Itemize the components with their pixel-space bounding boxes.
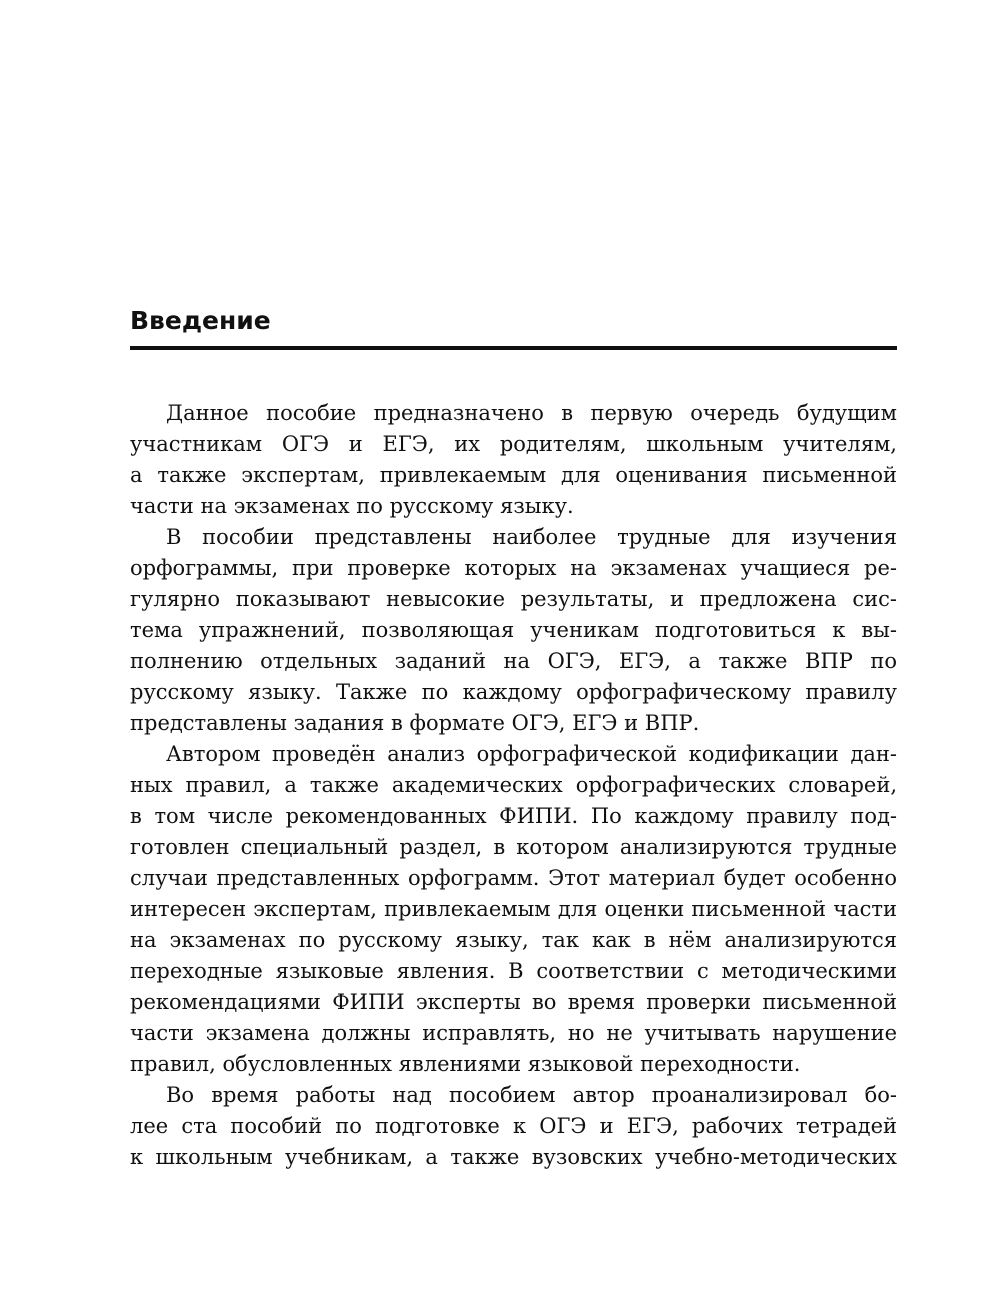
text-line: Во время работы над пособием автор проанализировал бо- [166, 1083, 897, 1107]
heading-rule [130, 346, 897, 350]
text-line: лее ста пособий по подготовке к ОГЭ и ЕГЭ, рабочих тетрадей [130, 1114, 897, 1138]
text-line: в том числе рекомендованных ФИПИ. По каждому правилу под- [130, 804, 897, 828]
text-line: переходные языковые явления. В соответствии с методическими [130, 959, 897, 983]
text-line: орфограммы, при проверке которых на экзаменах учащиеся ре- [130, 556, 897, 580]
text-line: а также экспертам, привлекаемым для оценивания письменной [130, 463, 897, 487]
text-line: интересен экспертам, привлекаемым для оценки письменной части [130, 897, 897, 921]
text-line: части на экзаменах по русскому языку. [130, 494, 574, 518]
text-line: В пособии представлены наиболее трудные для изучения [166, 525, 897, 549]
text-line: правил, обусловленных явлениями языковой переходности. [130, 1052, 801, 1076]
text-line: Автором проведён анализ орфографической кодификации дан- [166, 742, 897, 766]
text-line: части экзамена должны исправлять, но не учитывать нарушение [130, 1021, 897, 1045]
text-line: русскому языку. Также по каждому орфографическому правилу [130, 680, 897, 704]
text-line: готовлен специальный раздел, в котором анализируются трудные [130, 835, 897, 859]
section-heading: Введение [130, 306, 271, 335]
text-line: рекомендациями ФИПИ эксперты во время проверки письменной [130, 990, 897, 1014]
text-line: участникам ОГЭ и ЕГЭ, их родителям, школьным учителям, [130, 432, 897, 456]
text-line: тема упражнений, позволяющая ученикам подготовиться к вы- [130, 618, 897, 642]
text-line: к школьным учебникам, а также вузовских учебно-методических [130, 1145, 897, 1169]
text-line: гулярно показывают невысокие результаты, и предложена сис- [130, 587, 897, 611]
text-line: на экзаменах по русскому языку, так как в нём анализируются [130, 928, 897, 952]
text-line: представлены задания в формате ОГЭ, ЕГЭ и ВПР. [130, 711, 700, 735]
text-line: случаи представленных орфограмм. Этот материал будет особенно [130, 866, 897, 890]
text-line: ных правил, а также академических орфографических словарей, [130, 773, 897, 797]
text-line: полнению отдельных заданий на ОГЭ, ЕГЭ, а также ВПР по [130, 649, 897, 673]
body-text [130, 398, 897, 1173]
text-line: Данное пособие предназначено в первую очередь будущим [166, 401, 897, 425]
